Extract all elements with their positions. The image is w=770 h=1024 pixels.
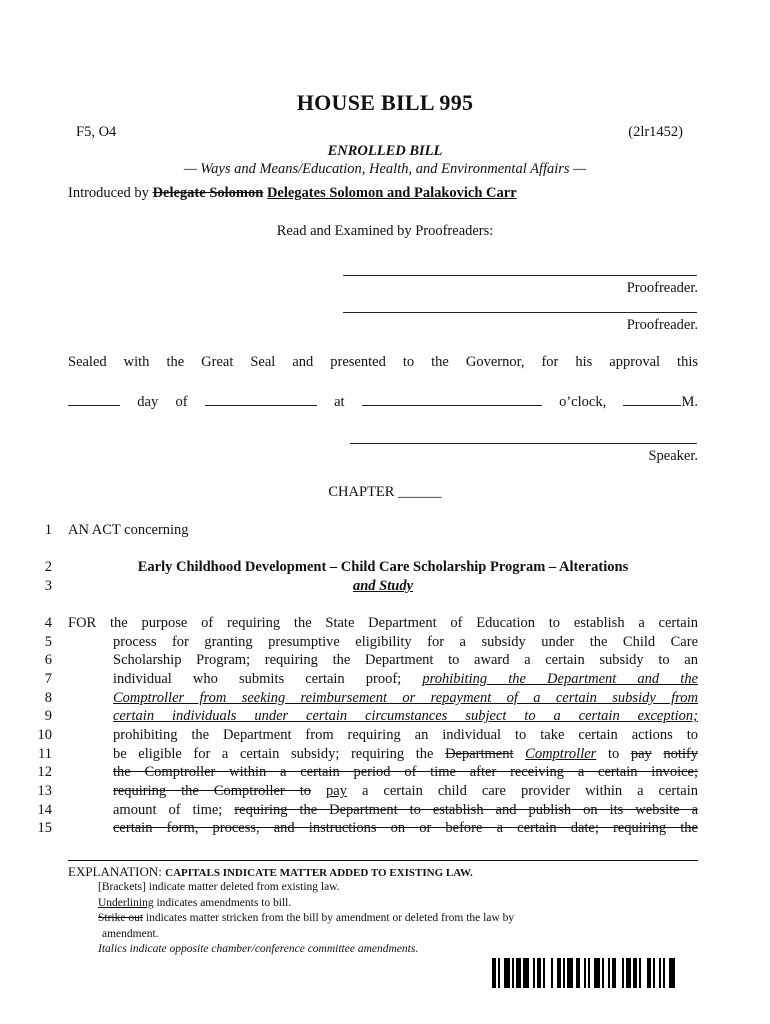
struck-text: Department: [445, 746, 514, 762]
committees: — Ways and Means/Education, Health, and Environmental Affairs —: [183, 161, 587, 177]
day-word: day: [137, 394, 159, 410]
line-number: 3: [44, 578, 52, 594]
underlining-note: [98, 897, 291, 909]
struck-added-text: requiring the Comptroller to: [113, 783, 312, 799]
line-number: 12: [37, 764, 52, 780]
proofreader-label-2: Proofreader.: [626, 317, 698, 333]
introduced-prefix: Introduced by: [68, 185, 149, 201]
added-text: and Study: [352, 578, 414, 594]
plain-text: amount of time;: [113, 802, 223, 818]
purpose-line-added: Comptroller from seeking reimbursement or repayment of a certain subsidy from: [113, 690, 698, 706]
bill-title: HOUSE BILL 995: [296, 90, 474, 115]
month-blank: [205, 391, 317, 406]
speaker-signature-line: [350, 443, 697, 444]
line-number: 7: [44, 671, 52, 687]
strike-note-cont: amendment.: [102, 928, 159, 940]
proofreader-signature-line-1: [343, 275, 697, 276]
line-number: 5: [44, 634, 52, 650]
line-number: 14: [37, 802, 52, 818]
read-examined-label: Read and Examined by Proofreaders:: [276, 223, 494, 239]
added-text: prohibiting the Department and the: [422, 671, 699, 687]
sealed-statement: Sealed with the Great Seal and presented to the Governor, for his approval this: [68, 354, 698, 370]
line-number: 6: [44, 652, 52, 668]
line-number: 15: [37, 820, 52, 836]
italics-note: Italics indicate opposite chamber/conference committee amendments.: [98, 943, 419, 955]
line-number: 11: [38, 746, 52, 762]
explanation-label: EXPLANATION:: [68, 864, 162, 879]
underlining-rest: indicates amendments to bill.: [156, 897, 292, 909]
struck-text: requiring the Department to establish and publish on its website a: [234, 802, 699, 818]
footer-divider: [68, 860, 698, 861]
enrolled-bill-label: ENROLLED BILL: [327, 143, 443, 159]
purpose-line-struck: certain form, process, and instructions on or before a certain date; requiring the: [113, 820, 698, 836]
line-number: 9: [44, 708, 52, 724]
purpose-line: prohibiting the Department from requiring an individual to take certain actions to: [113, 727, 698, 743]
line-number: 2: [44, 559, 52, 575]
purpose-line: [113, 671, 698, 688]
strike-word: Strike out: [98, 912, 144, 924]
time-blank: [362, 391, 542, 406]
date-time-row: [68, 391, 698, 411]
purpose-line-struck: the Comptroller within a certain period of time after receiving a certain invoice;: [113, 764, 698, 780]
explanation-caps: CAPITALS INDICATE MATTER ADDED TO EXISTING LAW.: [165, 867, 473, 879]
plain-text: individual who submits certain proof;: [113, 671, 402, 687]
line-number: 13: [37, 783, 52, 799]
at-word: at: [334, 394, 345, 410]
brackets-note: [Brackets] indicate matter deleted from existing law.: [98, 881, 340, 893]
line-number: 10: [37, 727, 52, 743]
plain-text: a certain child care provider within a certain: [361, 783, 698, 799]
bill-subject-title: Early Childhood Development – Child Care Scholarship Program – Alterations: [137, 559, 629, 575]
purpose-line: [113, 783, 698, 800]
oclock-word: o’clock,: [559, 394, 607, 410]
speaker-label: Speaker.: [648, 448, 698, 464]
introduced-by: [68, 185, 517, 202]
plain-text: to: [607, 746, 620, 762]
meridiem-field: [623, 391, 698, 411]
explanation-heading: [68, 864, 473, 880]
drafting-number: (2lr1452): [628, 124, 683, 140]
purpose-line-added: certain individuals under certain circumstances subject to a certain exception;: [113, 708, 698, 724]
struck-added-text: notify: [663, 746, 699, 762]
barcode-bar: [675, 958, 677, 988]
plain-text: be eligible for a certain subsidy; requiring the: [113, 746, 434, 762]
day-blank: [68, 391, 120, 406]
struck-text: pay: [630, 746, 652, 762]
underlining-word: Underlining: [98, 897, 154, 909]
barcode: [492, 958, 678, 988]
of-word: of: [175, 394, 188, 410]
m-word: M.: [681, 394, 698, 410]
proofreader-label-1: Proofreader.: [626, 280, 698, 296]
added-text: Comptroller: [525, 746, 597, 762]
line-number: 8: [44, 690, 52, 706]
line-number: 1: [44, 522, 52, 538]
subject-codes: F5, O4: [76, 124, 117, 140]
strike-note: [98, 912, 514, 924]
purpose-line: process for granting presumptive eligibility for a subsidy under the Child Care: [113, 634, 698, 650]
purpose-line: Scholarship Program; requiring the Department to award a certain subsidy to an: [113, 652, 698, 668]
purpose-line: FOR the purpose of requiring the State Department of Education to establish a certain: [68, 615, 698, 631]
meridiem-blank: [623, 391, 681, 406]
bill-subject-title-cont: [68, 578, 698, 595]
line-number: 4: [44, 615, 52, 631]
purpose-line: [113, 802, 698, 819]
purpose-line: [113, 746, 698, 763]
struck-sponsor: Delegate Solomon: [152, 185, 264, 201]
chapter-label: CHAPTER ______: [328, 484, 442, 500]
proofreader-signature-line-2: [343, 312, 697, 313]
added-sponsors: Delegates Solomon and Palakovich Carr: [266, 185, 517, 201]
act-concerning: AN ACT concerning: [68, 522, 189, 538]
added-text: pay: [326, 783, 347, 799]
strike-rest: indicates matter stricken from the bill by amendment or deleted from the law by: [145, 912, 515, 924]
